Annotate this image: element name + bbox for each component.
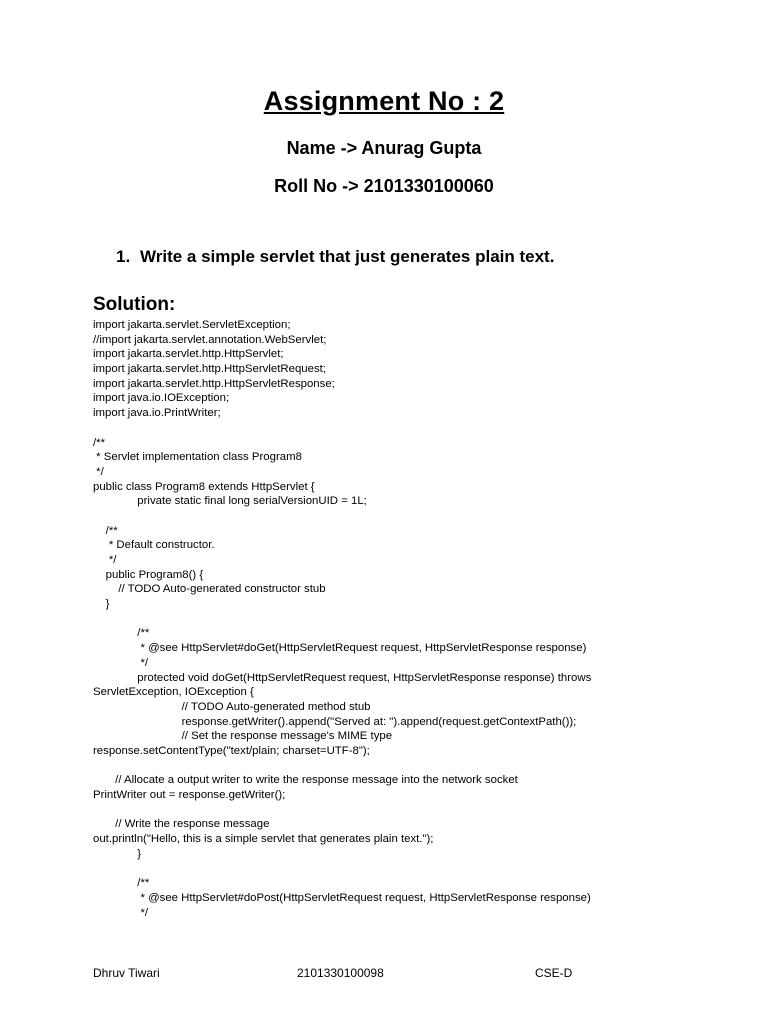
code-line: response.getWriter().append("Served at: ").append(request.getContextPath()); [93,715,577,728]
code-line: /** [93,524,118,537]
code-line: // Allocate a output writer to write the response message into the network socket [93,774,518,787]
code-line: PrintWriter out = response.getWriter(); [93,789,286,801]
code-line: * @see HttpServlet#doGet(HttpServletRequest request, HttpServletResponse response) [93,642,587,655]
code-line: ServletException, IOException { [93,686,254,699]
code-line: } [93,847,142,860]
code-line: /** [93,436,106,449]
code-line: out.println("Hello, this is a simple servlet that generates plain text."); [93,833,434,846]
student-name: Name -> Anurag Gupta [286,138,482,158]
code-line: } [93,598,110,611]
footer-author: Dhruv Tiwari [93,966,160,980]
code-line: */ [93,906,149,919]
code-line: import jakarta.servlet.http.HttpServlet; [93,348,284,361]
code-line: // Set the response message's MIME type [93,730,393,743]
code-line: */ [93,656,149,669]
code-line: private static final long serialVersionUID = 1L; [93,495,367,508]
code-line [93,509,733,524]
code-line: * Servlet implementation class Program8 [93,451,302,464]
roll-number: Roll No -> 2101330100060 [274,176,494,196]
code-line [93,612,733,627]
code-line: */ [93,465,104,478]
code-line: // TODO Auto-generated constructor stub [93,583,326,596]
question [116,247,554,267]
footer-section: CSE-D [535,966,573,980]
assignment-title: Assignment No : 2 [263,86,505,116]
code-line: //import jakarta.servlet.annotation.WebServlet; [93,333,327,346]
code-line [93,803,733,818]
code-line: * @see HttpServlet#doPost(HttpServletRequest request, HttpServletResponse response) [93,891,591,904]
code-line: import java.io.PrintWriter; [93,407,221,420]
code-line: import jakarta.servlet.http.HttpServletResponse; [93,377,335,390]
code-line: public class Program8 extends HttpServlet { [93,480,315,493]
code-line [93,421,733,436]
code-block [93,318,733,920]
code-line: // Write the response message [93,818,270,831]
solution-heading: Solution: [93,294,176,315]
code-line: public Program8() { [93,568,204,581]
code-line: /** [93,627,150,640]
footer-roll: 2101330100098 [297,966,384,980]
code-line: /** [93,877,150,890]
code-line [93,861,733,876]
code-line: import jakarta.servlet.ServletException; [93,319,291,331]
code-line: * Default constructor. [93,539,215,552]
code-line: import java.io.IOException; [93,392,230,405]
code-line: response.setContentType("text/plain; charset=UTF-8"); [93,744,370,757]
code-line: */ [93,554,117,566]
question-text: Write a simple servlet that just generates plain text. [140,247,555,266]
code-line [93,759,733,774]
code-line: protected void doGet(HttpServletRequest request, HttpServletResponse response) throws [93,671,592,684]
code-line: import jakarta.servlet.http.HttpServletRequest; [93,363,326,376]
question-number: 1. [116,247,131,266]
code-line: // TODO Auto-generated method stub [93,700,371,713]
